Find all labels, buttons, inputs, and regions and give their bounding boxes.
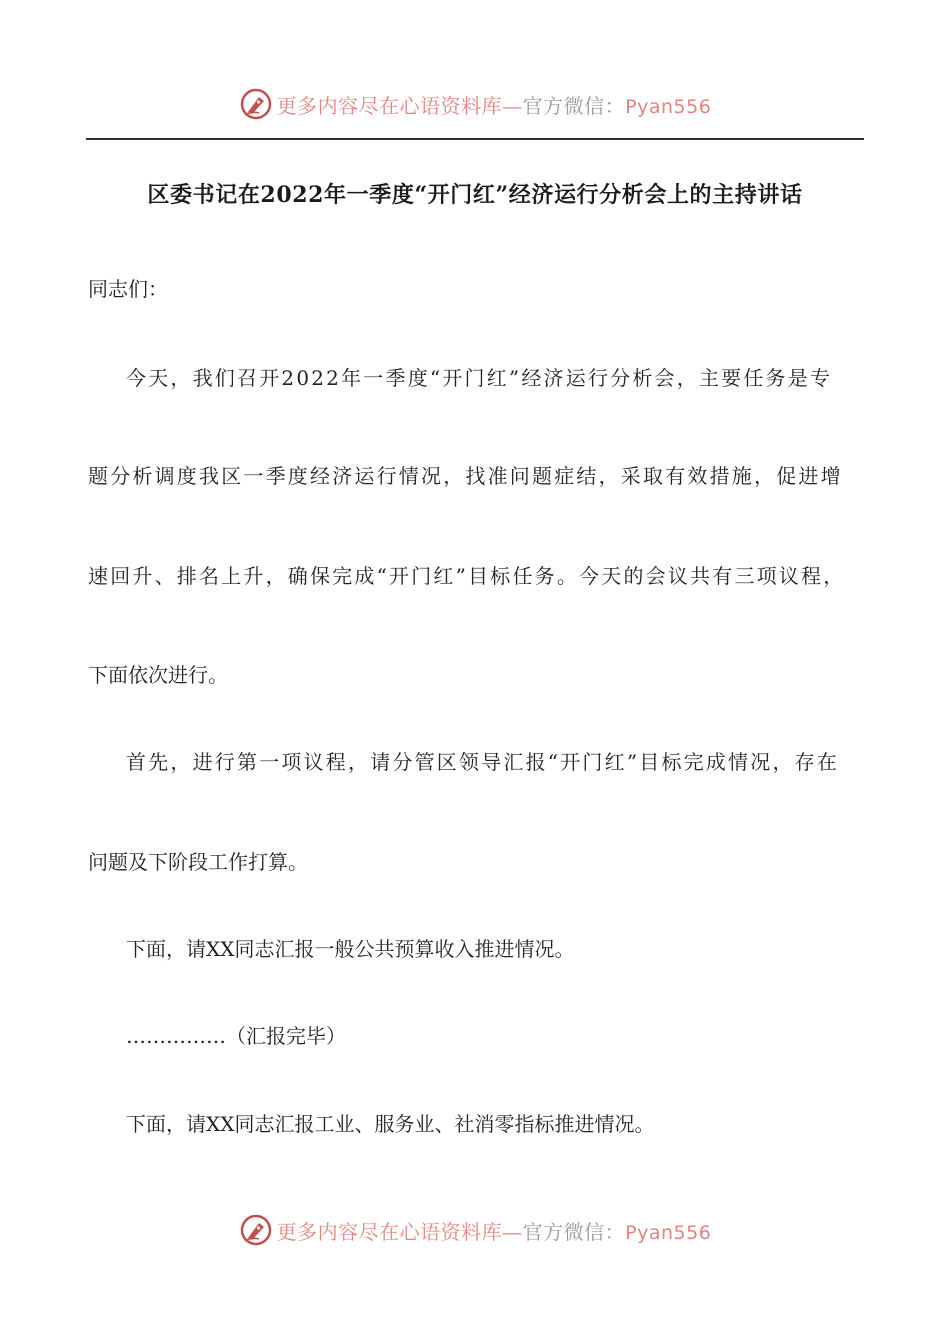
watermark-label: 官方微信： — [522, 93, 626, 118]
header-divider — [86, 138, 864, 140]
watermark-account: Pyan556 — [625, 95, 712, 118]
watermark-label: 官方微信： — [522, 1219, 626, 1244]
watermark-main-text: 更多内容尽在心语资料库 — [276, 1219, 503, 1244]
document-title: 区委书记在2022年一季度“开门红”经济运行分析会上的主持讲话 — [147, 182, 803, 208]
paragraph1-line4: 下面依次进行。 — [88, 663, 228, 687]
watermark-account: Pyan556 — [625, 1221, 712, 1244]
header-watermark — [0, 84, 950, 124]
paragraph5: 下面，请XX同志汇报工业、服务业、社消零指标推进情况。 — [126, 1112, 655, 1136]
salutation: 同志们： — [88, 277, 168, 301]
paragraph4: ……………（汇报完毕） — [126, 1024, 346, 1048]
footer-watermark — [0, 1210, 950, 1250]
paragraph2-line1: 首先，进行第一项议程，请分管区领导汇报“开门红”目标完成情况，存在 — [126, 750, 840, 774]
pen-nib-logo-icon — [239, 1213, 273, 1247]
paragraph2-line2: 问题及下阶段工作打算。 — [88, 850, 308, 874]
watermark-main-text: 更多内容尽在心语资料库 — [276, 93, 503, 118]
pen-nib-logo-icon — [239, 87, 273, 121]
paragraph3: 下面，请XX同志汇报一般公共预算收入推进情况。 — [126, 937, 575, 961]
paragraph1-line2: 题分析调度我区一季度经济运行情况，找准问题症结，采取有效措施，促进增 — [88, 464, 843, 488]
watermark-separator: — — [502, 1219, 523, 1244]
paragraph1-line1: 今天，我们召开2022年一季度“开门红”经济运行分析会，主要任务是专 — [126, 366, 833, 390]
paragraph1-line3: 速回升、排名上升，确保完成“开门红”目标任务。今天的会议共有三项议程， — [88, 564, 846, 588]
watermark-separator: — — [502, 93, 523, 118]
